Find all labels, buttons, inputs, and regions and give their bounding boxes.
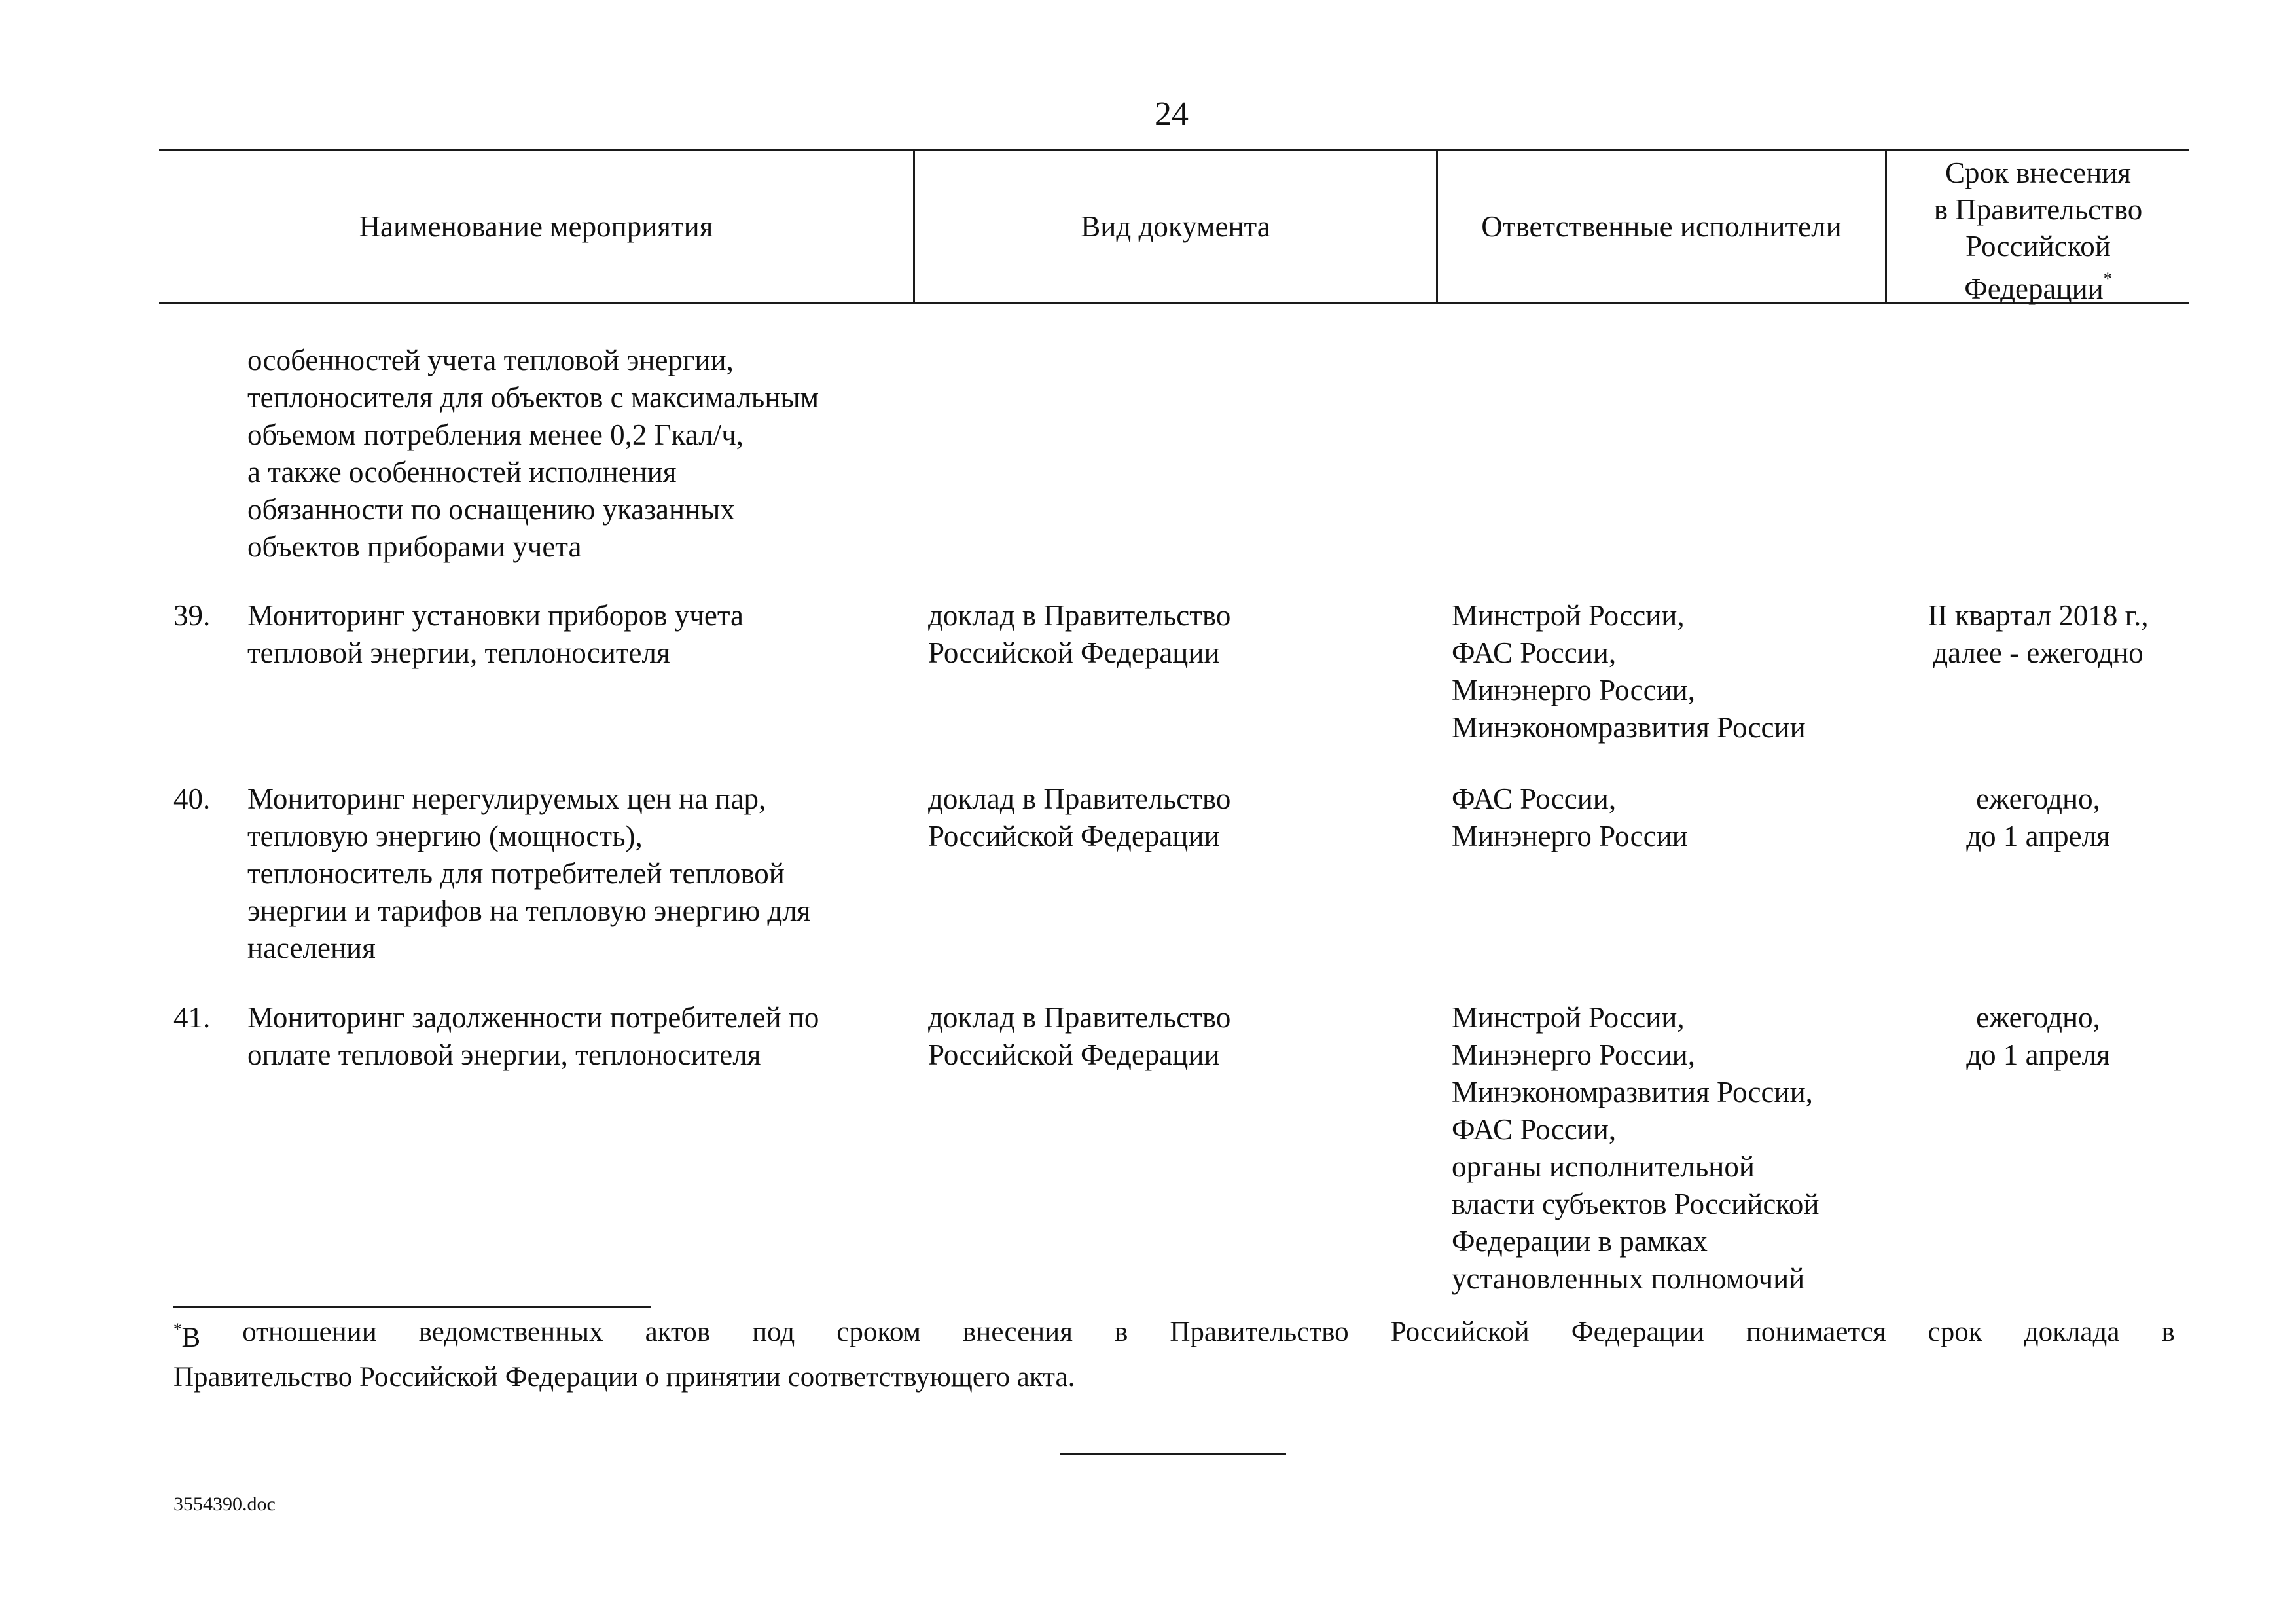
header-event-name-text: Наименование мероприятия <box>359 210 713 243</box>
row-39-number: 39. <box>173 599 211 632</box>
row-41-executor-line: Минстрой России, <box>1452 1001 1685 1034</box>
row-39-executor-line: Минэнерго России, <box>1452 674 1696 706</box>
row-41-executor-line: ФАС России, <box>1452 1113 1617 1146</box>
footnote-word-text: В <box>181 1322 201 1354</box>
header-deadline-line: в Правительство <box>1933 193 2143 226</box>
row-41-executor-line: органы исполнительной <box>1452 1150 1755 1183</box>
row-41-doc-line: Российской Федерации <box>928 1038 1220 1071</box>
row-40-event-line: теплоноситель для потребителей тепловой <box>247 857 785 890</box>
header-deadline-line: Срок внесения <box>1945 156 2131 189</box>
header-executors-text: Ответственные исполнители <box>1481 210 1842 243</box>
footnote-word: Российской <box>1390 1317 1530 1347</box>
continuation-line: теплоносителя для объектов с максимальным <box>247 381 819 414</box>
row-39-executors <box>1452 597 1806 746</box>
footnote-word: ведомственных <box>418 1317 603 1347</box>
footnote-word: в <box>1115 1317 1128 1347</box>
header-document-type-text: Вид документа <box>1081 210 1270 243</box>
row-39-event-line: Мониторинг установки приборов учета <box>247 599 744 632</box>
footnote-mark: * <box>173 1321 182 1338</box>
row-41-event-name <box>247 999 819 1074</box>
footnote-word: понимается <box>1746 1317 1886 1347</box>
continuation-line: объемом потребления менее 0,2 Гкал/ч, <box>247 418 744 451</box>
footnote-line-2: Правительство Российской Федерации о принятии соответствующего акта. <box>173 1362 1075 1393</box>
row-40-event-line: энергии и тарифов на тепловую энергию для <box>247 894 811 927</box>
header-deadline-line: Российской <box>1965 230 2111 263</box>
row-39-deadline-line: далее - ежегодно <box>1933 636 2144 669</box>
row-40-doc-line: доклад в Правительство <box>928 782 1231 815</box>
row-39-document-type <box>928 597 1230 672</box>
row-41-deadline-line: до 1 апреля <box>1966 1038 2110 1071</box>
row-40-event-line: Мониторинг нерегулируемых цен на пар, <box>247 782 766 815</box>
footnote-separator <box>173 1306 651 1308</box>
row-41-executor-line: Федерации в рамках <box>1452 1225 1708 1258</box>
continuation-line: а также особенностей исполнения <box>247 456 677 488</box>
continuation-line: особенностей учета тепловой энергии, <box>247 344 734 376</box>
footnote-word: сроком <box>836 1317 921 1347</box>
row-39-deadline <box>1887 597 2189 672</box>
page-number: 24 <box>1155 96 1189 133</box>
row-41-executor-line: власти субъектов Российской <box>1452 1188 1820 1220</box>
header-deadline <box>1887 155 2189 307</box>
row-40-deadline-line: ежегодно, <box>1976 782 2100 815</box>
row-39-doc-line: Российской Федерации <box>928 636 1220 669</box>
footnote-word: под <box>752 1317 795 1347</box>
footnote-word: доклада <box>2024 1317 2120 1347</box>
header-event-name <box>159 151 913 302</box>
continuation-line: обязанности по оснащению указанных <box>247 493 735 526</box>
row-39-executor-line: ФАС России, <box>1452 636 1617 669</box>
footnote-word: Федерации <box>1571 1317 1704 1347</box>
row-39-deadline-line: II квартал 2018 г., <box>1928 599 2149 632</box>
row-41-event-line: оплате тепловой энергии, теплоносителя <box>247 1038 761 1071</box>
footnote-word: актов <box>645 1317 711 1347</box>
footnote-word: внесения <box>963 1317 1073 1347</box>
row-40-doc-line: Российской Федерации <box>928 820 1220 852</box>
row-41-deadline <box>1887 999 2189 1074</box>
footnote-line-1 <box>173 1313 2175 1358</box>
row-41-executor-line: Минэкономразвития России, <box>1452 1076 1813 1108</box>
row-41-deadline-line: ежегодно, <box>1976 1001 2100 1034</box>
header-deadline-line <box>1887 264 2189 307</box>
continuation-line: объектов приборами учета <box>247 530 582 563</box>
row-39-executor-line: Минстрой России, <box>1452 599 1685 632</box>
end-of-document-rule <box>1060 1453 1286 1455</box>
row-41-executor-line: установленных полномочий <box>1452 1262 1805 1295</box>
row-39-event-line: тепловой энергии, теплоносителя <box>247 636 670 669</box>
row-40-number: 40. <box>173 782 211 815</box>
header-deadline-line-text: Федерации <box>1964 272 2104 305</box>
row-39-executor-line: Минэкономразвития России <box>1452 711 1806 744</box>
row-40-deadline-line: до 1 апреля <box>1966 820 2110 852</box>
row-40-document-type <box>928 780 1230 855</box>
footnote-word: в <box>2161 1317 2175 1347</box>
row-41-event-line: Мониторинг задолженности потребителей по <box>247 1001 819 1034</box>
row-41-number: 41. <box>173 1001 211 1034</box>
footnote-word <box>173 1313 200 1358</box>
document-code: 3554390.doc <box>173 1493 276 1515</box>
footnote-reference-mark: * <box>2103 269 2112 288</box>
header-document-type <box>915 151 1436 302</box>
header-executors <box>1438 151 1885 302</box>
row-41-executor-line: Минэнерго России, <box>1452 1038 1696 1071</box>
footnote-word: срок <box>1928 1317 1982 1347</box>
footnote <box>173 1313 2175 1397</box>
row-40-deadline <box>1887 780 2189 855</box>
row-40-executor-line: ФАС России, <box>1452 782 1617 815</box>
continuation-cell <box>247 342 819 566</box>
row-40-event-line: населения <box>247 932 376 964</box>
footnote-word: Правительство <box>1170 1317 1349 1347</box>
row-40-event-line: тепловую энергию (мощность), <box>247 820 643 852</box>
row-40-executors <box>1452 780 1688 855</box>
row-40-executor-line: Минэнерго России <box>1452 820 1688 852</box>
row-41-doc-line: доклад в Правительство <box>928 1001 1231 1034</box>
row-39-event-name <box>247 597 744 672</box>
row-40-event-name <box>247 780 810 967</box>
row-41-document-type <box>928 999 1230 1074</box>
row-41-executors <box>1452 999 1819 1298</box>
footnote-word: отношении <box>242 1317 377 1347</box>
row-39-doc-line: доклад в Правительство <box>928 599 1231 632</box>
